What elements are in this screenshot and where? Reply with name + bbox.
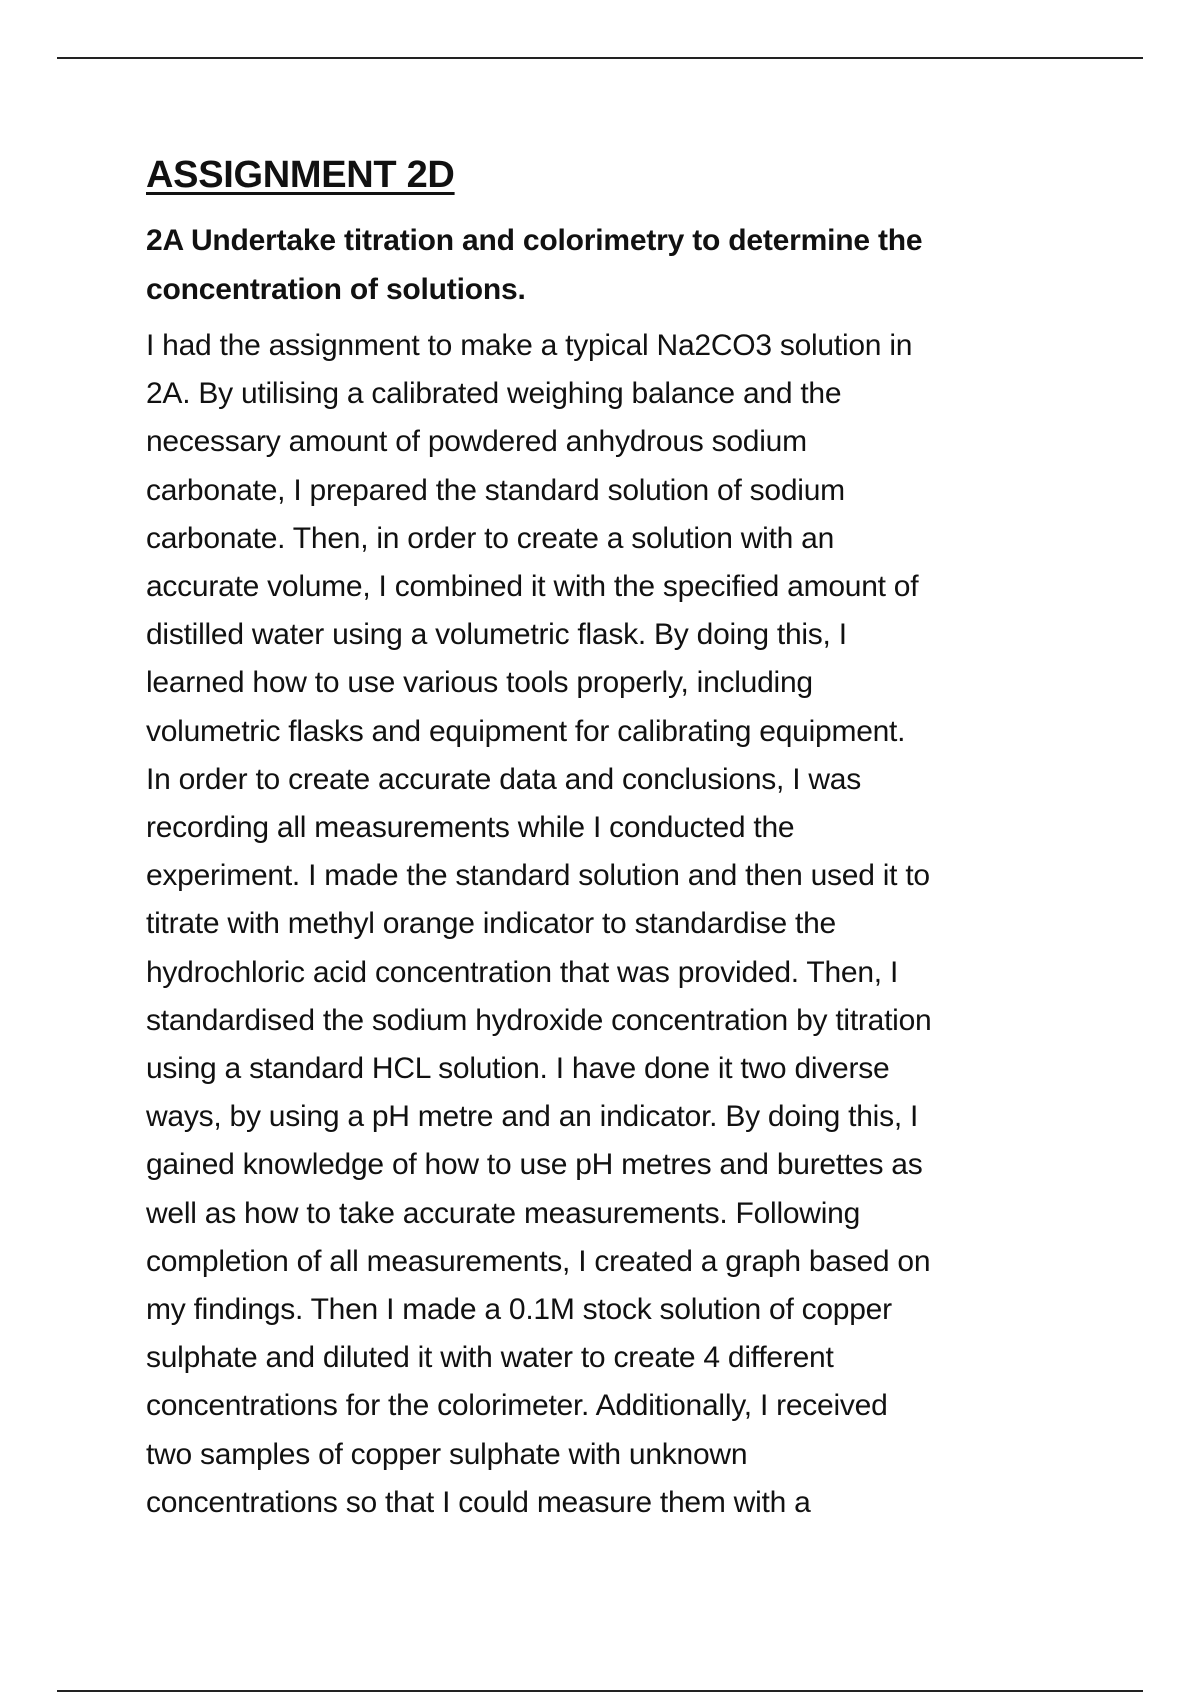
body-line: gained knowledge of how to use pH metres and burettes as (146, 1148, 923, 1182)
body-line: recording all measurements while I conducted the (146, 811, 795, 845)
body-line: learned how to use various tools properly, including (146, 666, 813, 700)
section-heading (146, 216, 1076, 314)
body-paragraph (146, 322, 1076, 1527)
body-line: my findings. Then I made a 0.1M stock solution of copper (146, 1293, 892, 1327)
body-line: sulphate and diluted it with water to create 4 different (146, 1341, 834, 1375)
body-line: carbonate, I prepared the standard solution of sodium (146, 473, 845, 507)
body-line: concentrations for the colorimeter. Additionally, I received (146, 1389, 888, 1423)
body-line: ways, by using a pH metre and an indicator. By doing this, I (146, 1100, 919, 1134)
body-line: concentrations so that I could measure them with a (146, 1485, 811, 1519)
body-line: volumetric flasks and equipment for calibrating equipment. (146, 714, 906, 748)
section-heading-line: 2A Undertake titration and colorimetry to determine the (146, 224, 923, 257)
bottom-page-rule (57, 1690, 1143, 1692)
section-heading-line: concentration of solutions. (146, 273, 526, 306)
body-line: In order to create accurate data and conclusions, I was (146, 762, 861, 796)
body-line: I had the assignment to make a typical Na2CO3 solution in (146, 329, 913, 362)
body-line: 2A. By utilising a calibrated weighing balance and the (146, 377, 842, 411)
body-line: using a standard HCL solution. I have done it two diverse (146, 1052, 890, 1086)
body-line: distilled water using a volumetric flask. By doing this, I (146, 618, 847, 652)
body-line: experiment. I made the standard solution and then used it to (146, 859, 930, 893)
body-line: standardised the sodium hydroxide concentration by titration (146, 1003, 932, 1037)
document-content (146, 148, 1076, 1527)
body-line: completion of all measurements, I created a graph based on (146, 1244, 931, 1278)
body-line: two samples of copper sulphate with unknown (146, 1437, 748, 1471)
body-line: hydrochloric acid concentration that was provided. Then, I (146, 955, 899, 989)
body-line: necessary amount of powdered anhydrous sodium (146, 425, 807, 459)
body-line: well as how to take accurate measurements. Following (146, 1196, 861, 1230)
top-page-rule (57, 57, 1143, 59)
body-line: titrate with methyl orange indicator to standardise the (146, 907, 836, 941)
body-line: accurate volume, I combined it with the specified amount of (146, 570, 919, 604)
body-line: carbonate. Then, in order to create a solution with an (146, 521, 835, 555)
page-title: ASSIGNMENT 2D (146, 154, 455, 196)
